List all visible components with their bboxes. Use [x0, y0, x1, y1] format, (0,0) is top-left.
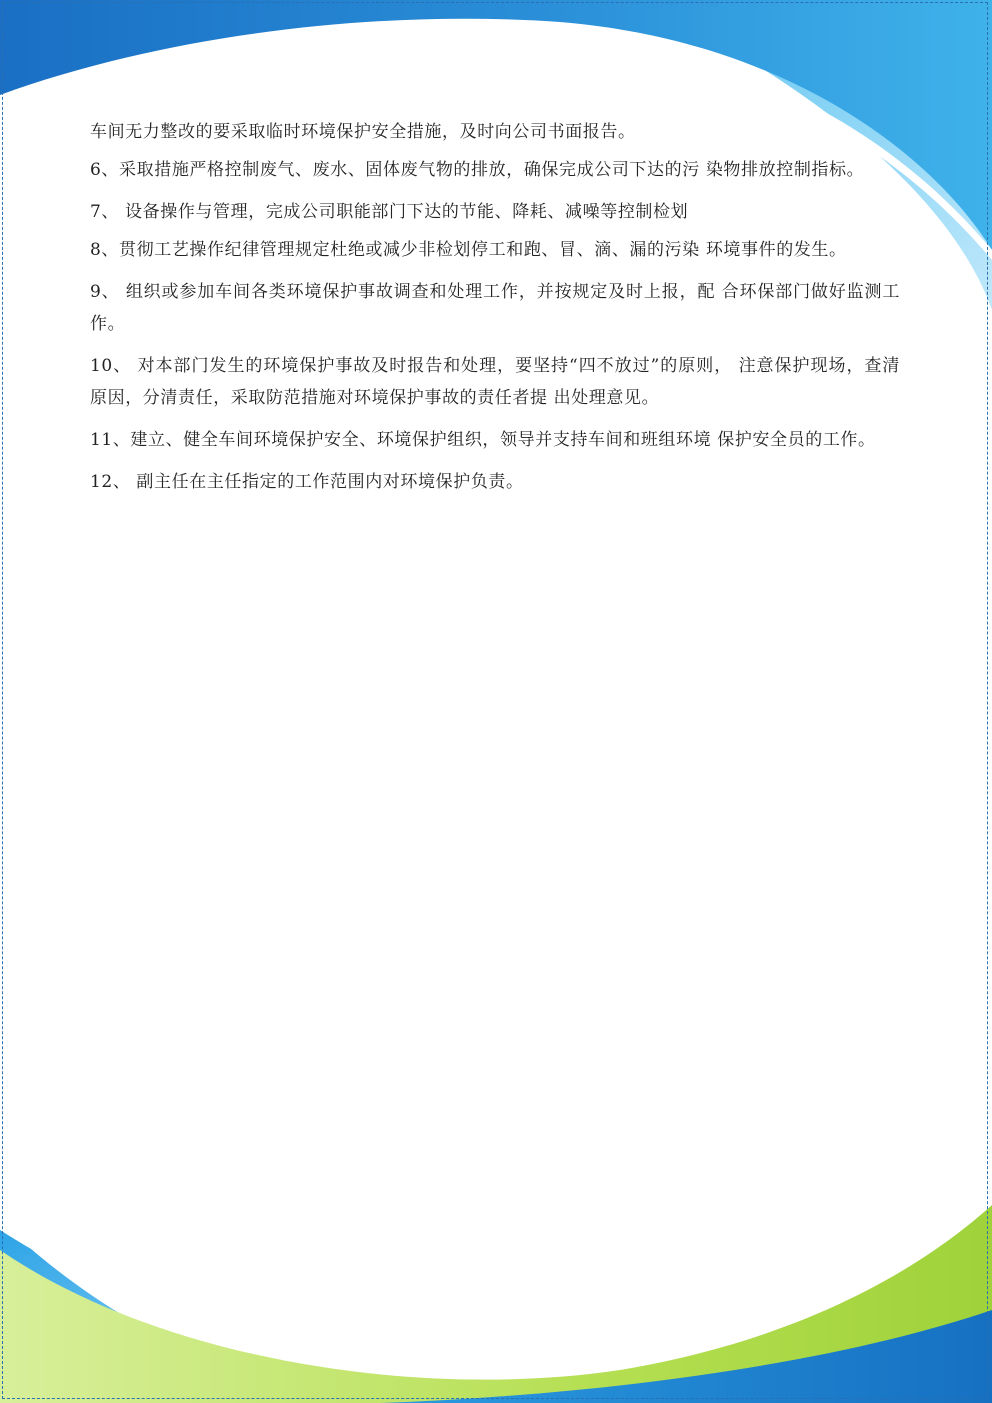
- paragraph-item-7: 7、 设备操作与管理，完成公司职能部门下达的节能、降耗、减噪等控制检划: [90, 202, 689, 222]
- paragraph-item-12: 12、 副主任在主任指定的工作范围内对环境保护负责。: [90, 472, 524, 492]
- paragraph-item-11: 11、建立、健全车间环境保护安全、环境保护组织，领导并支持车间和班组环境 保护安全员的工作。: [90, 430, 876, 450]
- paragraph-item-9: 9、 组织或参加车间各类环境保护事故调查和处理工作，并按规定及时上报，配 合环保部门做好监测工作。: [90, 282, 900, 334]
- paragraph-item-10: 10、 对本部门发生的环境保护事故及时报告和处理，要坚持“四不放过”的原则， 注意保护现场，查清原因，分清责任，采取防范措施对环境保护事故的责任者提 出处理意见。: [90, 356, 900, 408]
- document-body: [90, 116, 900, 508]
- paragraph-continuation: 车间无力整改的要采取临时环境保护安全措施，及时向公司书面报告。: [90, 122, 636, 142]
- paragraph-item-8: 8、贯彻工艺操作纪律管理规定杜绝或减少非检划停工和跑、冒、滴、漏的污染 环境事件的发生。: [90, 240, 847, 260]
- paragraph-item-6: 6、采取措施严格控制废气、废水、固体废气物的排放，确保完成公司下达的污 染物排放控制指标。: [90, 160, 865, 180]
